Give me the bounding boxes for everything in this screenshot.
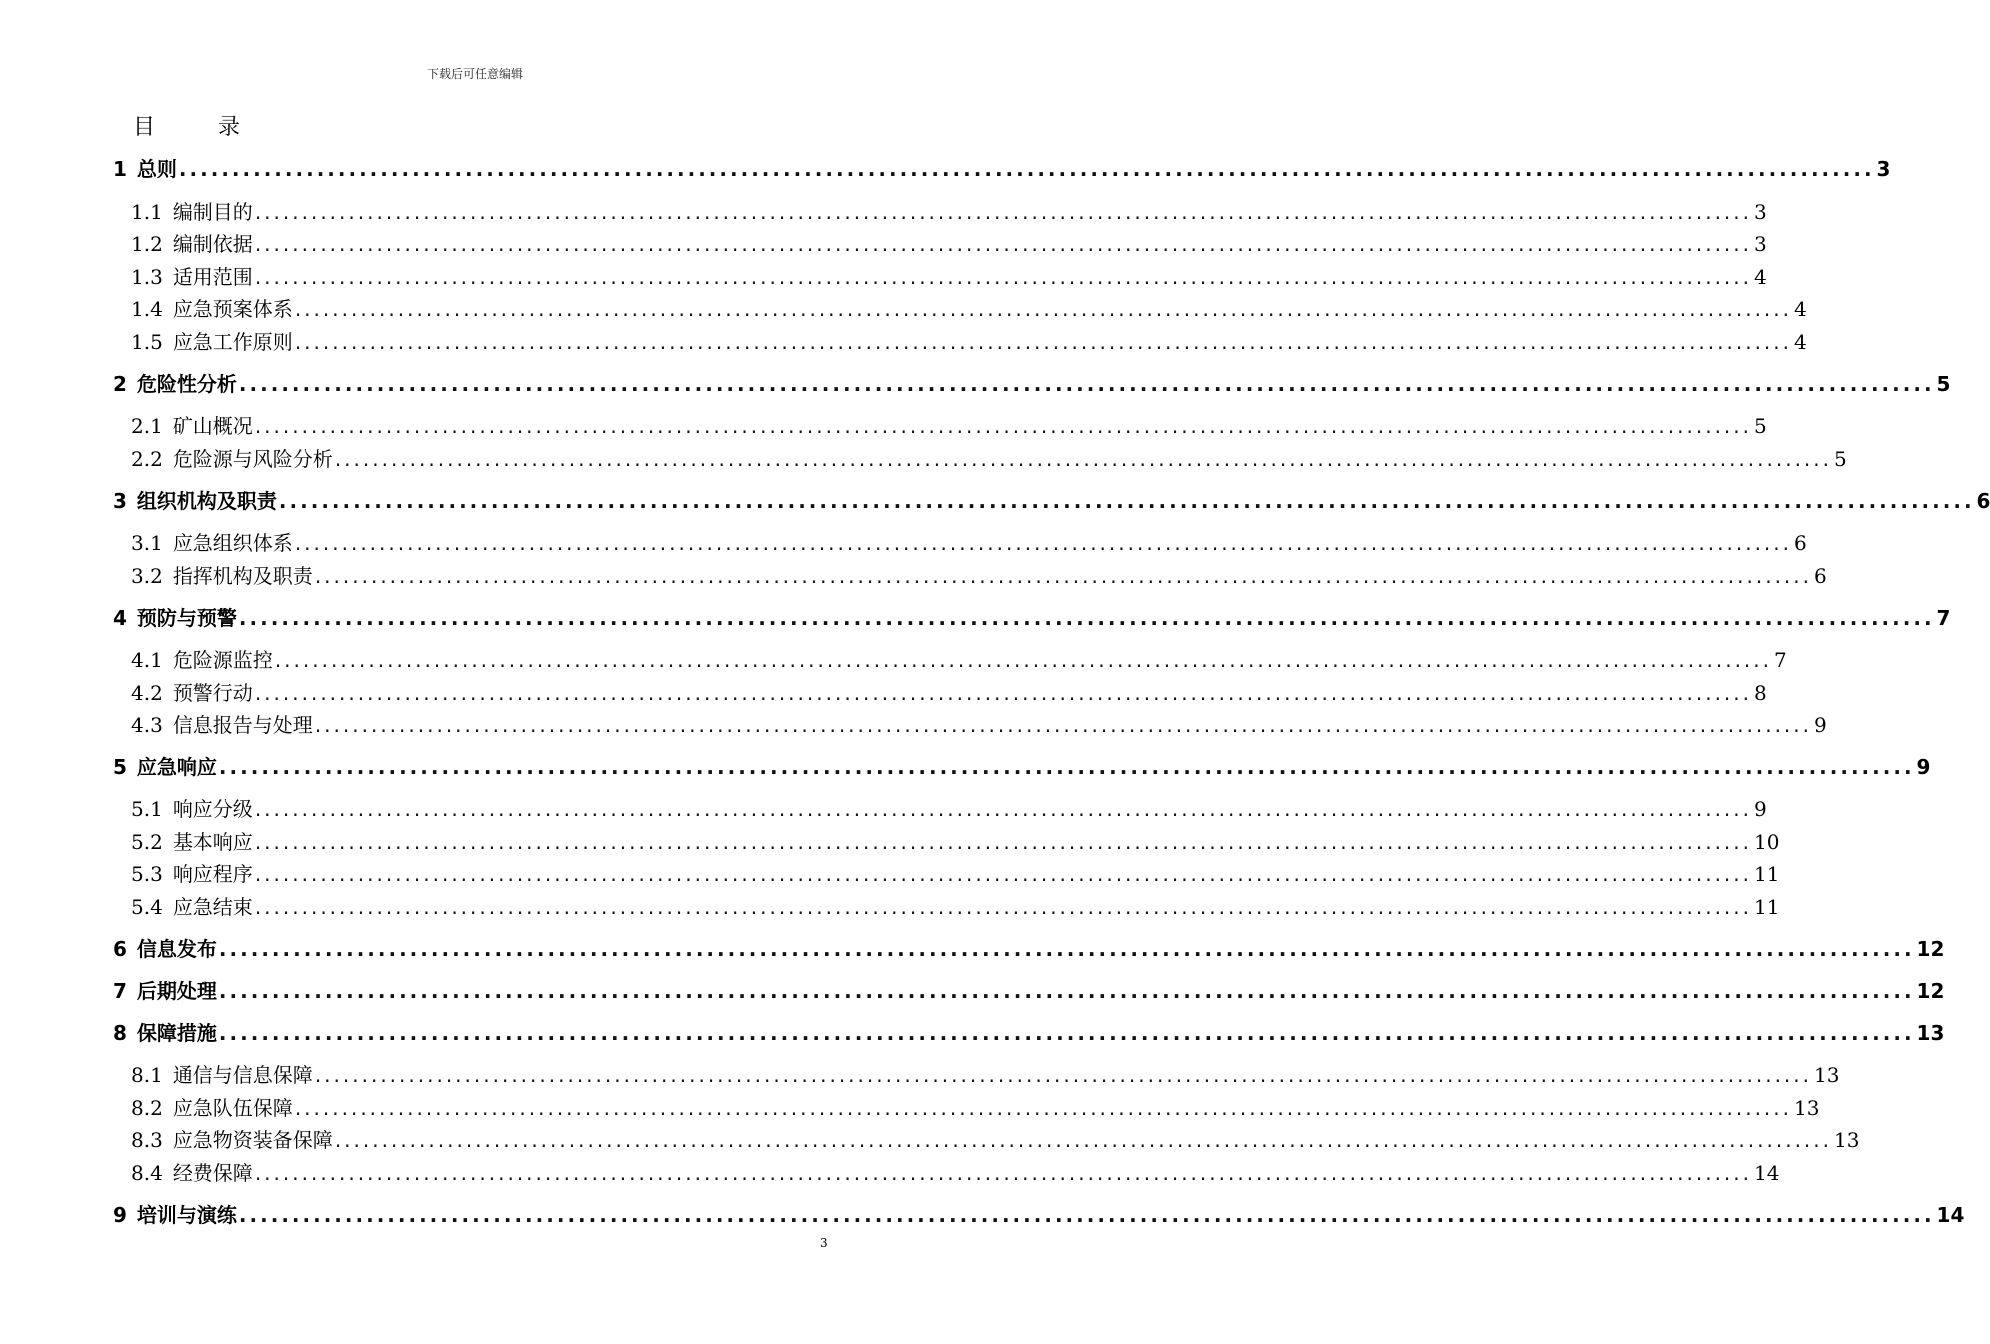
toc-entry-number: 8.2 <box>131 1096 163 1120</box>
toc-section-entry[interactable] <box>131 793 1767 823</box>
toc-section-entry[interactable] <box>131 410 1767 440</box>
toc-entry-number: 1.5 <box>131 330 163 354</box>
toc-entry-page: 9 <box>1754 797 1767 821</box>
toc-entry-number: 1.4 <box>131 297 163 321</box>
toc-entry-label: 编制依据 <box>172 232 253 256</box>
toc-leader-dots: ................................................................................................................................................................ <box>254 895 1752 919</box>
toc-chapter-entry[interactable] <box>113 1017 1945 1047</box>
toc-leader-dots: ................................................................................................................................................................ <box>254 414 1752 438</box>
toc-entry-page: 11 <box>1754 895 1780 919</box>
toc-leader-dots: ................................................................................................................................................................ <box>294 1096 1792 1120</box>
toc-entry-number: 5 <box>113 755 127 779</box>
toc-entry-page: 3 <box>1876 157 1891 181</box>
toc-entry-page: 10 <box>1754 830 1780 854</box>
toc-entry-page: 3 <box>1754 232 1767 256</box>
toc-entry-label: 预防与预警 <box>136 606 237 630</box>
toc-section-entry[interactable] <box>131 1059 1840 1089</box>
toc-entry-label: 保障措施 <box>136 1021 217 1045</box>
toc-entry-page: 13 <box>1834 1128 1860 1152</box>
toc-chapter-entry[interactable] <box>113 602 1951 632</box>
toc-entry-label: 应急结束 <box>172 895 253 919</box>
toc-entry-page: 14 <box>1754 1161 1780 1185</box>
toc-leader-dots: ................................................................................................................................................................ <box>254 681 1752 705</box>
toc-leader-dots: ................................................................................................................................................................ <box>178 157 1875 181</box>
toc-entry-label: 应急队伍保障 <box>172 1096 293 1120</box>
toc-section-entry[interactable] <box>131 326 1807 356</box>
toc-section-entry[interactable] <box>131 644 1787 674</box>
header-note: 下载后可任意编辑 <box>426 67 523 81</box>
toc-entry-label: 应急响应 <box>136 755 217 779</box>
footer-page-number: 3 <box>820 1236 828 1250</box>
toc-entry-page: 11 <box>1754 862 1780 886</box>
toc-entry-number: 1.1 <box>131 200 163 224</box>
toc-entry-label: 应急组织体系 <box>172 531 293 555</box>
toc-leader-dots: ................................................................................................................................................................ <box>218 979 1915 1003</box>
toc-entry-label: 应急预案体系 <box>172 297 293 321</box>
toc-leader-dots: ................................................................................................................................................................ <box>334 1128 1832 1152</box>
toc-section-entry[interactable] <box>131 527 1807 557</box>
toc-leader-dots: ................................................................................................................................................................ <box>314 713 1812 737</box>
toc-leader-dots: ................................................................................................................................................................ <box>294 297 1792 321</box>
toc-leader-dots: ................................................................................................................................................................ <box>294 531 1792 555</box>
toc-leader-dots: ................................................................................................................................................................ <box>254 265 1752 289</box>
toc-leader-dots: ................................................................................................................................................................ <box>278 489 1975 513</box>
toc-entry-label: 预警行动 <box>172 681 253 705</box>
toc-entry-number: 5.2 <box>131 830 163 854</box>
toc-leader-dots: ................................................................................................................................................................ <box>334 447 1832 471</box>
toc-section-entry[interactable] <box>131 196 1767 226</box>
toc-entry-label: 响应程序 <box>172 862 253 886</box>
toc-leader-dots: ................................................................................................................................................................ <box>314 1063 1812 1087</box>
toc-entry-number: 1.2 <box>131 232 163 256</box>
toc-entry-label: 危险源监控 <box>172 648 273 672</box>
toc-entry-page: 6 <box>1976 489 1990 513</box>
toc-title: 目 录 <box>133 115 268 140</box>
toc-section-entry[interactable] <box>131 228 1767 258</box>
toc-entry-number: 4 <box>113 606 127 630</box>
toc-entry-number: 1 <box>113 157 127 181</box>
toc-entry-label: 矿山概况 <box>172 414 253 438</box>
toc-leader-dots: ................................................................................................................................................................ <box>218 937 1915 961</box>
toc-entry-page: 5 <box>1754 414 1767 438</box>
toc-entry-label: 响应分级 <box>172 797 253 821</box>
toc-entry-page: 13 <box>1814 1063 1840 1087</box>
toc-entry-page: 9 <box>1814 713 1827 737</box>
toc-leader-dots: ................................................................................................................................................................ <box>218 1021 1915 1045</box>
toc-entry-number: 5.4 <box>131 895 163 919</box>
toc-entry-number: 6 <box>113 937 127 961</box>
toc-entry-page: 8 <box>1754 681 1767 705</box>
toc-entry-label: 信息发布 <box>136 937 217 961</box>
toc-entry-label: 编制目的 <box>172 200 253 224</box>
toc-leader-dots: ................................................................................................................................................................ <box>238 606 1935 630</box>
toc-entry-page: 14 <box>1936 1203 1965 1227</box>
toc-chapter-entry[interactable] <box>113 368 1951 398</box>
toc-entry-number: 8.4 <box>131 1161 163 1185</box>
toc-chapter-entry[interactable] <box>113 485 1990 515</box>
toc-entry-label: 信息报告与处理 <box>172 713 313 737</box>
toc-entry-number: 3 <box>113 489 127 513</box>
toc-section-entry[interactable] <box>131 891 1780 921</box>
toc-entry-page: 4 <box>1794 297 1807 321</box>
toc-entry-label: 危险性分析 <box>136 372 237 396</box>
toc-entry-page: 12 <box>1916 937 1945 961</box>
toc-entry-page: 12 <box>1916 979 1945 1003</box>
toc-entry-number: 1.3 <box>131 265 163 289</box>
toc-entry-label: 基本响应 <box>172 830 253 854</box>
toc-chapter-entry[interactable] <box>113 933 1945 963</box>
toc-entry-number: 3.2 <box>131 564 163 588</box>
toc-entry-number: 2.2 <box>131 447 163 471</box>
toc-entry-page: 4 <box>1794 330 1807 354</box>
toc-entry-page: 6 <box>1814 564 1827 588</box>
toc-entry-page: 13 <box>1794 1096 1820 1120</box>
toc-entry-number: 4.1 <box>131 648 163 672</box>
toc-entry-page: 6 <box>1794 531 1807 555</box>
toc-entry-number: 7 <box>113 979 127 1003</box>
toc-leader-dots: ................................................................................................................................................................ <box>294 330 1792 354</box>
toc-entry-number: 3.1 <box>131 531 163 555</box>
toc-entry-label: 适用范围 <box>172 265 253 289</box>
toc-entry-label: 危险源与风险分析 <box>172 447 333 471</box>
toc-section-entry[interactable] <box>131 560 1827 590</box>
toc-entry-number: 4.2 <box>131 681 163 705</box>
toc-entry-page: 3 <box>1754 200 1767 224</box>
toc-leader-dots: ................................................................................................................................................................ <box>254 797 1752 821</box>
toc-section-entry[interactable] <box>131 1092 1820 1122</box>
toc-leader-dots: ................................................................................................................................................................ <box>254 232 1752 256</box>
toc-section-entry[interactable] <box>131 261 1767 291</box>
toc-entry-page: 7 <box>1774 648 1787 672</box>
toc-leader-dots: ................................................................................................................................................................ <box>274 648 1772 672</box>
toc-entry-label: 经费保障 <box>172 1161 253 1185</box>
toc-entry-page: 9 <box>1916 755 1931 779</box>
toc-section-entry[interactable] <box>131 1157 1780 1187</box>
toc-entry-number: 8.3 <box>131 1128 163 1152</box>
toc-leader-dots: ................................................................................................................................................................ <box>254 862 1752 886</box>
toc-leader-dots: ................................................................................................................................................................ <box>218 755 1915 779</box>
toc-chapter-entry[interactable] <box>113 153 1891 183</box>
toc-chapter-entry[interactable] <box>113 1199 1965 1229</box>
toc-entry-number: 4.3 <box>131 713 163 737</box>
toc-leader-dots: ................................................................................................................................................................ <box>314 564 1812 588</box>
toc-entry-label: 应急工作原则 <box>172 330 293 354</box>
toc-section-entry[interactable] <box>131 858 1780 888</box>
toc-section-entry[interactable] <box>131 709 1827 739</box>
toc-entry-label: 培训与演练 <box>136 1203 237 1227</box>
toc-chapter-entry[interactable] <box>113 975 1945 1005</box>
toc-entry-label: 应急物资装备保障 <box>172 1128 333 1152</box>
toc-section-entry[interactable] <box>131 677 1767 707</box>
toc-entry-label: 组织机构及职责 <box>136 489 277 513</box>
toc-leader-dots: ................................................................................................................................................................ <box>254 1161 1752 1185</box>
toc-entry-number: 2.1 <box>131 414 163 438</box>
toc-leader-dots: ................................................................................................................................................................ <box>238 1203 1935 1227</box>
toc-leader-dots: ................................................................................................................................................................ <box>254 830 1752 854</box>
toc-entry-number: 5.1 <box>131 797 163 821</box>
toc-entry-number: 8 <box>113 1021 127 1045</box>
toc-entry-page: 4 <box>1754 265 1767 289</box>
toc-section-entry[interactable] <box>131 1124 1860 1154</box>
toc-section-entry[interactable] <box>131 443 1847 473</box>
toc-entry-number: 5.3 <box>131 862 163 886</box>
toc-entry-page: 5 <box>1936 372 1951 396</box>
toc-entry-label: 后期处理 <box>136 979 217 1003</box>
toc-entry-page: 5 <box>1834 447 1847 471</box>
toc-entry-label: 总则 <box>136 157 177 181</box>
toc-entry-label: 指挥机构及职责 <box>172 564 313 588</box>
toc-chapter-entry[interactable] <box>113 751 1931 781</box>
toc-leader-dots: ................................................................................................................................................................ <box>254 200 1752 224</box>
toc-section-entry[interactable] <box>131 826 1780 856</box>
toc-section-entry[interactable] <box>131 293 1807 323</box>
toc-entry-number: 9 <box>113 1203 127 1227</box>
toc-entry-page: 13 <box>1916 1021 1945 1045</box>
toc-entry-label: 通信与信息保障 <box>172 1063 313 1087</box>
toc-leader-dots: ................................................................................................................................................................ <box>238 372 1935 396</box>
toc-entry-page: 7 <box>1936 606 1951 630</box>
toc-entry-number: 2 <box>113 372 127 396</box>
toc-entry-number: 8.1 <box>131 1063 163 1087</box>
